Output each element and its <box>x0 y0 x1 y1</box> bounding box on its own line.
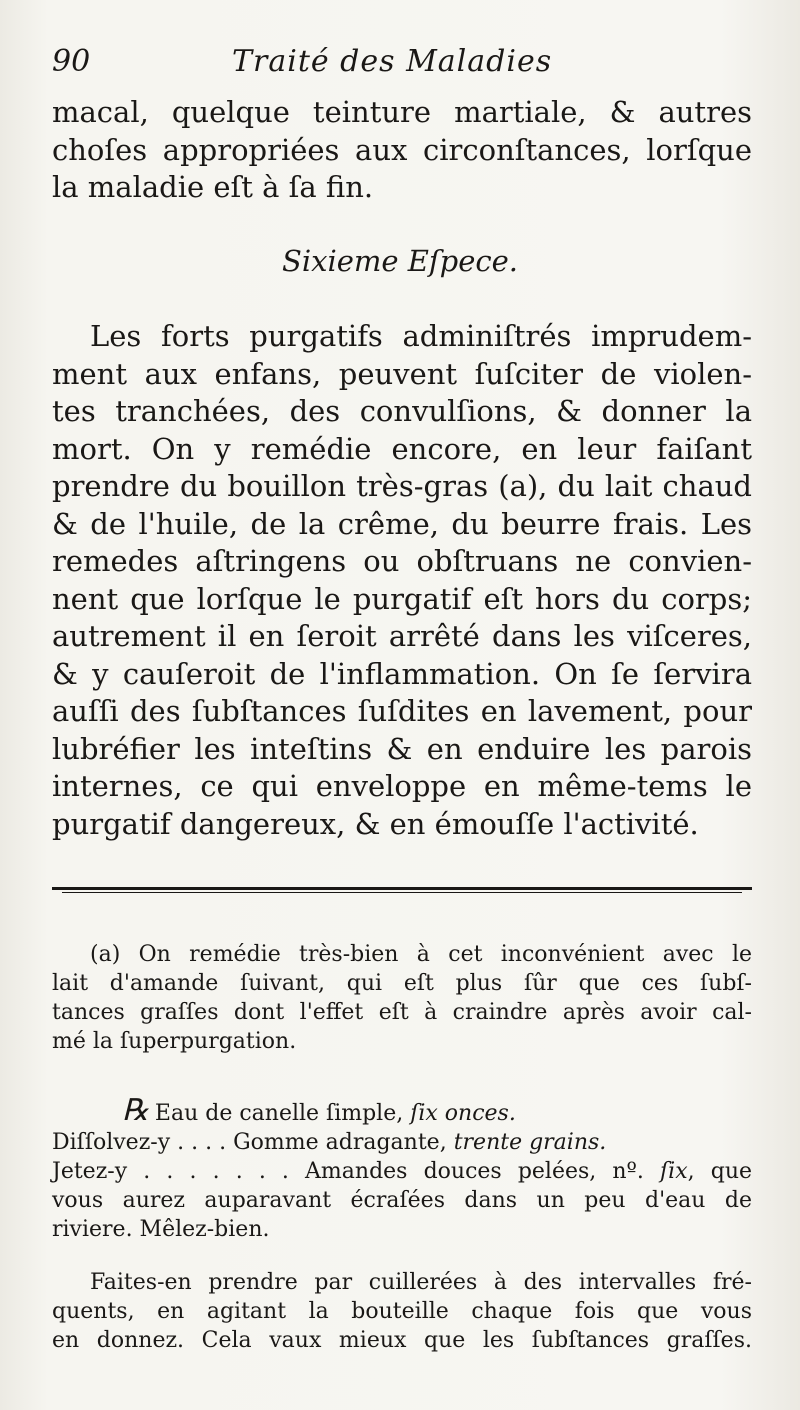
closing-line: Faites-en prendre par cuillerées à des intervalles fré- <box>90 1270 752 1295</box>
recipe-quantity: ſix <box>660 1159 688 1184</box>
text-line: auſſi des ſubſtances ſuſdites en lavement, pour <box>52 694 752 728</box>
recipe-line-5: riviere. Mêlez-bien. <box>52 1217 270 1242</box>
text-line: prendre du bouillon très-gras (a), du lait chaud <box>52 469 752 503</box>
text-line: lubréfier les inteſtins & en enduire les parois <box>52 731 752 766</box>
footnote-line: lait d'amande ſuivant, qui eſt plus ſûr que ces ſubſ- <box>52 971 752 996</box>
text-line: mort. On y remédie encore, en leur faiſant <box>52 431 752 466</box>
page-header <box>52 44 752 88</box>
recipe-text: Eau de canelle ſimple, <box>154 1101 411 1126</box>
footnote <box>52 940 752 1056</box>
paragraph-continuation <box>52 94 752 207</box>
recipe-text: Diſſolvez-y . . . . Gomme adragante, <box>52 1130 454 1155</box>
recipe <box>52 1093 753 1244</box>
closing-paragraph <box>52 1268 752 1355</box>
paragraph-main <box>52 318 752 843</box>
rule-thick-line <box>52 887 752 890</box>
closing-line: en donnez. Cela vaux mieux que les ſubſtances graſſes. <box>52 1328 752 1353</box>
text-line: macal, quelque teinture martiale, & autres <box>52 95 752 129</box>
recipe-line-3 <box>52 1157 752 1186</box>
text-line: internes, ce qui enveloppe en même-tems le <box>52 769 752 803</box>
recipe-quantity: trente grains. <box>453 1130 607 1155</box>
text-line: & y cauſeroit de l'inflammation. On ſe ſervira <box>52 656 752 691</box>
text-line: Les forts purgatifs adminiſtrés imprudem- <box>90 319 752 353</box>
section-heading: Sixieme Eſpece. <box>281 244 519 278</box>
text-line: tes tranchées, des convulſions, & donner la <box>52 394 752 428</box>
rule-thin-line <box>62 892 742 893</box>
text-line: ment aux enfans, peuvent ſuſciter de violen- <box>52 356 752 391</box>
recipe-text: , que <box>687 1159 753 1184</box>
recipe-line-4: vous aurez auparavant écraſées dans un peu d'eau de <box>52 1188 752 1213</box>
text-line: autrement il en ſeroit arrêté dans les viſceres, <box>52 619 752 653</box>
page-number: 90 <box>52 44 91 79</box>
text-line: la maladie eſt à ſa fin. <box>52 170 374 204</box>
recipe-quantity: ſix onces. <box>410 1101 516 1126</box>
recipe-text: Jetez-y . . . . . . . Amandes douces pelées, nº. <box>52 1159 661 1184</box>
text-line: choſes appropriées aux circonſtances, lorſque <box>52 132 752 167</box>
text-line: remedes aſtringens ou obſtruans ne convien- <box>52 544 752 578</box>
text-line: nent que lorſque le purgatif eſt hors du corps; <box>52 581 752 616</box>
running-title: Traité des Maladies <box>232 44 553 79</box>
closing-line: quents, en agitant la bouteille chaque fois que vous <box>52 1299 752 1324</box>
recipe-symbol: ℞ <box>122 1093 149 1128</box>
recipe-line-2 <box>52 1128 752 1157</box>
text-line: & de l'huile, de la crême, du beurre frais. Les <box>52 506 752 541</box>
text-line: purgatif dangereux, & en émouſſe l'activité. <box>52 806 699 841</box>
recipe-line-1 <box>52 1093 752 1128</box>
footnote-line: mé la ſuperpurgation. <box>52 1029 297 1054</box>
footnote-line: tances graſſes dont l'effet eſt à craindre après avoir cal- <box>52 1000 752 1025</box>
footnote-line: (a) On remédie très-bien à cet inconvénient avec le <box>90 942 752 967</box>
footnote-rule <box>52 886 752 893</box>
